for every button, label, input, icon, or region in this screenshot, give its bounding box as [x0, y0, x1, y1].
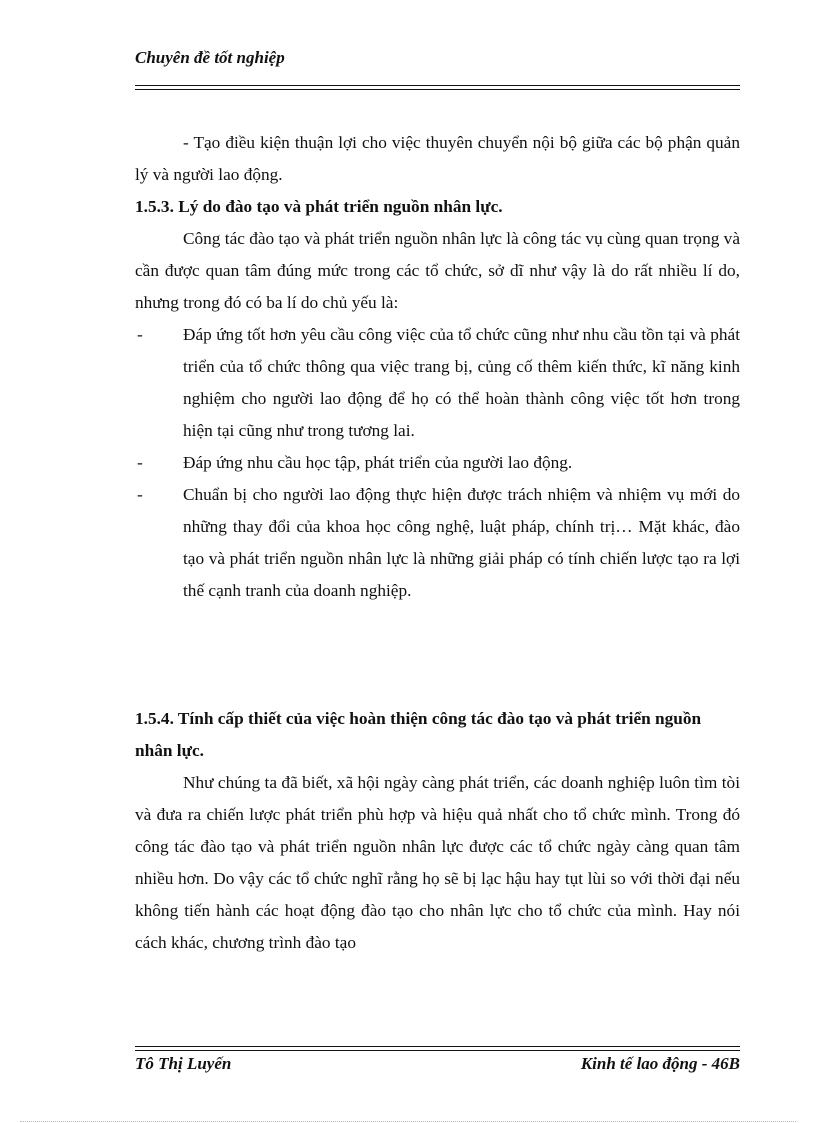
bullet-item	[135, 447, 740, 479]
footer-rule-top	[135, 1046, 740, 1047]
header-rule-top	[135, 85, 740, 86]
spacer	[135, 607, 740, 703]
page-edge-dotted-line	[20, 1121, 796, 1122]
bullet-item	[135, 479, 740, 607]
page-body	[135, 127, 740, 959]
bullet-text: Đáp ứng nhu cầu học tập, phát triển của người lao động.	[183, 453, 573, 472]
bullet-text: Chuẩn bị cho người lao động thực hiện được trách nhiệm và nhiệm vụ mới do những thay đổi của khoa học công nghệ, luật pháp, chính trị… Mặt khác, đào tạo và phát triển nguồn nhân lực là những giải pháp có tính chiến lược tạo ra lợi thế cạnh tranh của doanh nghiệp.	[183, 485, 740, 600]
bullet-dash: -	[137, 453, 143, 472]
heading-1-5-3: 1.5.3. Lý do đào tạo và phát triển nguồn nhân lực.	[135, 197, 503, 216]
footer-department: Kinh tế lao động - 46B	[580, 1054, 740, 1073]
bullet-text: Đáp ứng tốt hơn yêu cầu công việc của tổ chức cũng như nhu cầu tồn tại và phát triển của tổ chức thông qua việc trang bị, củng cố thêm kiến thức, kĩ năng kinh nghiệm cho người lao động để họ có thể hoàn thành công việc tốt hơn trong hiện tại cũng như trong tương lai.	[183, 325, 740, 440]
bullet-item	[135, 319, 740, 447]
bullet-dash: -	[137, 325, 143, 344]
heading-1-5-4: 1.5.4. Tính cấp thiết của việc hoàn thiện công tác đào tạo và phát triển nguồn nhân lực.	[135, 709, 702, 760]
page-header-title: Chuyên đề tốt nghiệp	[135, 48, 285, 67]
bullet-dash: -	[137, 485, 143, 504]
header-rule-bottom	[135, 89, 740, 90]
paragraph-urgency: Như chúng ta đã biết, xã hội ngày càng phát triển, các doanh nghiệp luôn tìm tòi và đưa ra chiến lược phát triển phù hợp và hiệu quả nhất cho tổ chức mình. Trong đó công tác đào tạo và phát triển nguồn nhân lực được các tổ chức ngày càng quan tâm nhiều hơn. Do vậy các tổ chức nghĩ rằng họ sẽ bị lạc hậu hay tụt lùi so với thời đại nếu không tiến hành các hoạt động đào tạo cho nhân lực cho tổ chức của mình. Hay nói cách khác, chương trình đào tạo	[135, 773, 740, 952]
footer-rule-bottom	[135, 1050, 740, 1051]
paragraph-reasons: Công tác đào tạo và phát triển nguồn nhân lực là công tác vụ cùng quan trọng và cần được quan tâm đúng mức trong các tổ chức, sở dĩ như vậy là do rất nhiều lí do, nhưng trong đó có ba lí do chủ yếu là:	[135, 229, 740, 312]
footer-author: Tô Thị Luyến	[135, 1054, 232, 1073]
paragraph-intro: - Tạo điều kiện thuận lợi cho việc thuyên chuyển nội bộ giữa các bộ phận quản lý và người lao động.	[135, 133, 740, 184]
